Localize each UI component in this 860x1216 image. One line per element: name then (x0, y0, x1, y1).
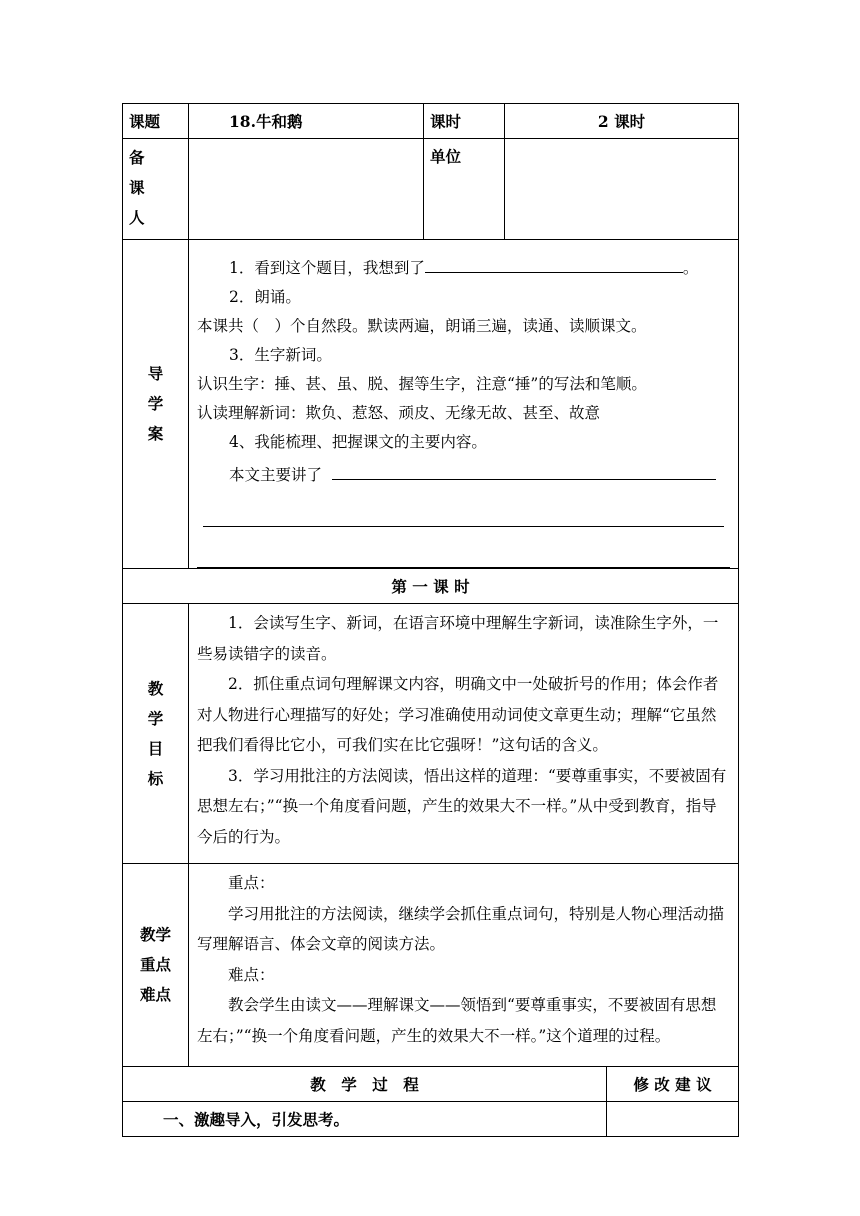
guide-content (189, 240, 739, 569)
unit-value (505, 139, 739, 240)
section-title-row (123, 569, 739, 604)
summary-line (197, 461, 730, 490)
process-header: 教 学 过 程 (123, 1067, 607, 1102)
preparer-value (189, 139, 424, 240)
answer-blank[interactable] (425, 256, 683, 273)
guide-label-char: 导 (147, 364, 164, 383)
end-mark: 。 (682, 259, 699, 277)
keypoints-label (123, 864, 189, 1067)
title-value: 18.牛和鹅 (189, 104, 424, 139)
guide-label-char: 学 (147, 394, 164, 413)
goals-content (189, 604, 739, 864)
guide-item: 认读理解新词：欺负、惹怒、顽皮、无缘无故、甚至、故意 (197, 404, 601, 422)
suggestion-cell[interactable] (607, 1102, 739, 1137)
unit-label: 单位 (424, 139, 505, 240)
guide-label (123, 240, 189, 569)
key-text: 学习用批注的方法阅读，继续学会抓住重点词句，特别是人物心理活动描写理解语言、体会文章的阅读方法。 (197, 904, 725, 953)
guide-item: 认识生字：捶、甚、虽、脱、握等生字，注意“捶”的写法和笔顺。 (197, 375, 647, 393)
guide-item (197, 254, 730, 283)
title-row (123, 104, 739, 139)
preparer-label-line1: 备 课 (129, 148, 169, 197)
goal-paragraph: 3．学习用批注的方法阅读，悟出这样的道理：“要尊重事实，不要被固有思想左右；”“换一个角度看问题，产生的效果大不一样。”从中受到教育，指导今后的行为。 (197, 766, 727, 846)
summary-blank[interactable] (332, 463, 716, 480)
answer-line[interactable] (203, 516, 724, 527)
goal-paragraph: 1．会读写生字、新词，在语言环境中理解生字新词，读准除生字外，一些易读错字的读音。 (197, 614, 719, 663)
guide-item: 4、我能梳理、把握课文的主要内容。 (229, 433, 487, 451)
goals-label (123, 604, 189, 864)
keypoints-content (189, 864, 739, 1067)
section-title: 第 一 课 时 (123, 569, 739, 604)
preparer-label-line2: 人 (129, 208, 145, 227)
guide-item: 本课共（ ）个自然段。默读两遍，朗诵三遍，读通、读顺课文。 (197, 317, 647, 335)
keypoints-row (123, 864, 739, 1067)
guide-item: 3．生字新词。 (229, 346, 332, 364)
goal-paragraph: 2．抓住重点词句理解课文内容，明确文中一处破折号的作用；体会作者对人物进行心理描写的好处；学习准确使用动词使文章更生动；理解“它虽然把我们看得比它小，可我们实在比它强呀！”这句话的含义。 (197, 675, 719, 754)
lesson-plan-table (122, 103, 739, 1137)
period-value: 2 课时 (505, 104, 739, 139)
period-label: 课时 (424, 104, 505, 139)
difficulty-text: 教会学生由读文——理解课文——领悟到“要尊重事实，不要被固有思想左右；”“换一个角度看问题，产生的效果大不一样。”这个道理的过程。 (197, 996, 717, 1045)
goals-label-char: 学 (147, 708, 164, 728)
process-row (123, 1102, 739, 1137)
lesson-plan (122, 103, 738, 1137)
key-label: 重点： (228, 874, 275, 892)
preparer-label (123, 139, 189, 240)
title-label: 课题 (123, 104, 189, 139)
goals-label-char: 标 (147, 768, 164, 788)
guide-item-text: 1．看到这个题目，我想到了 (229, 259, 425, 277)
goals-label-char: 教 (147, 678, 164, 698)
guide-item: 2．朗诵。 (229, 288, 301, 306)
summary-prefix: 本文主要讲了 (229, 466, 323, 484)
suggestion-header: 修 改 建 议 (607, 1067, 739, 1102)
difficulty-label: 难点： (228, 965, 275, 984)
process-header-row (123, 1067, 739, 1102)
goals-label-char: 目 (147, 738, 164, 758)
goals-row (123, 604, 739, 864)
keypoints-label-line: 重点 (139, 955, 171, 974)
answer-line[interactable] (197, 557, 730, 568)
process-step: 一、激趣导入，引发思考。 (123, 1102, 607, 1137)
keypoints-label-line: 难点 (139, 985, 171, 1004)
keypoints-label-line: 教学 (139, 925, 171, 944)
guide-row (123, 240, 739, 569)
preparer-row (123, 139, 739, 240)
guide-label-char: 案 (147, 424, 164, 443)
